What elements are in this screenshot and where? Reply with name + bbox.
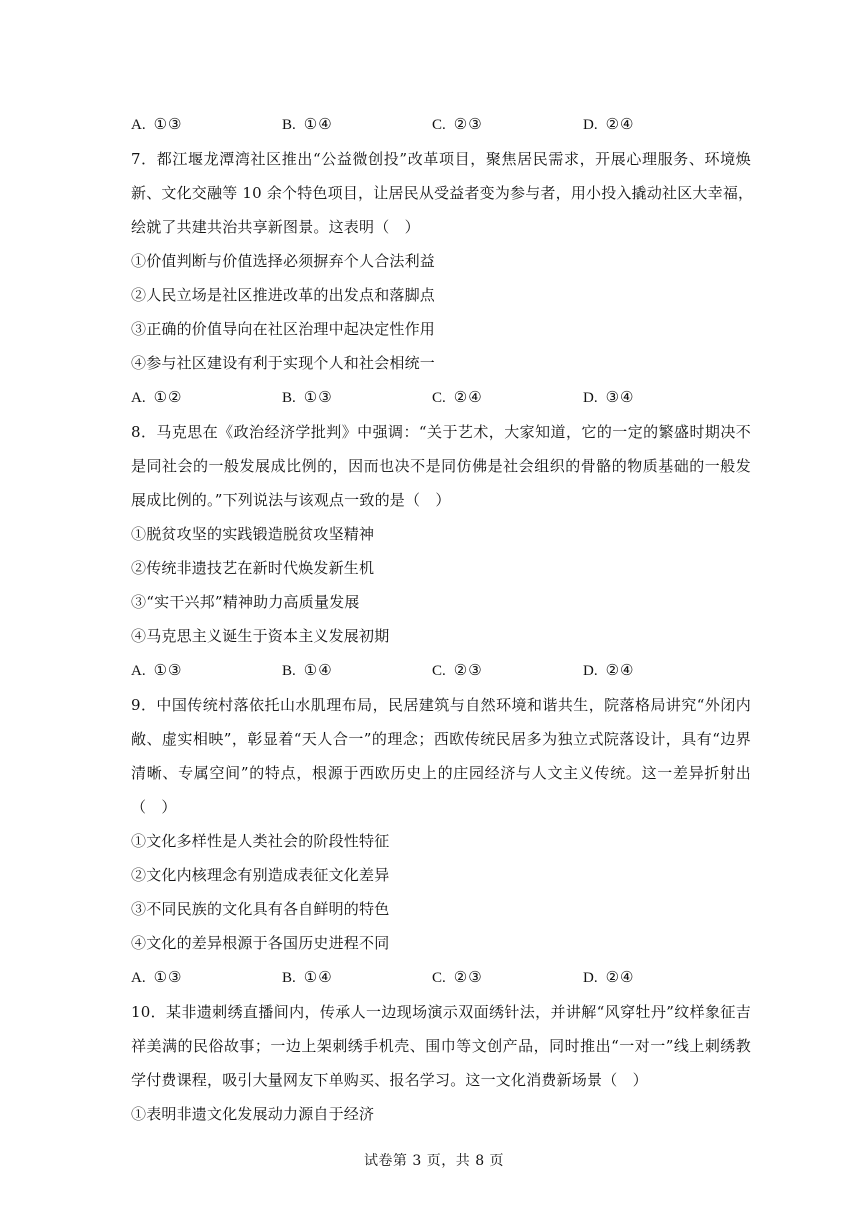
q9-stem-line: （ ） xyxy=(131,798,177,816)
q9-option-c[interactable]: C. ②③ xyxy=(432,968,483,986)
page-footer: 试卷第 3 页，共 8 页 xyxy=(363,1153,505,1169)
q7-options xyxy=(131,387,751,407)
q9-statement-1: ①文化多样性是人类社会的阶段性特征 xyxy=(131,832,390,850)
q8-statement-1: ①脱贫攻坚的实践锻造脱贫攻坚精神 xyxy=(131,525,375,543)
q6-option-a[interactable]: A. ①③ xyxy=(131,115,183,133)
q8-statement-4: ④马克思主义诞生于资本主义发展初期 xyxy=(131,627,390,645)
q7-stem-line: 新、文化交融等 10 余个特色项目，让居民从受益者变为参与者，用小投入撬动社区大幸福， xyxy=(131,184,754,202)
q9-options xyxy=(131,967,751,987)
q9-stem-line: 清晰、专属空间”的特点，根源于西欧历史上的庄园经济与人文主义传统。这一差异折射出 xyxy=(131,764,751,782)
q9-statement-2: ②文化内核理念有别造成表征文化差异 xyxy=(131,866,390,884)
q9-option-a[interactable]: A. ①③ xyxy=(131,968,183,986)
q7-statement-1: ①价值判断与价值选择必须摒弃个人合法利益 xyxy=(131,252,436,270)
q8-option-a[interactable]: A. ①③ xyxy=(131,661,183,679)
q6-option-d[interactable]: D. ②④ xyxy=(583,115,635,133)
q7-statement-2: ②人民立场是社区推进改革的出发点和落脚点 xyxy=(131,286,436,304)
q10-stem-line: 祥美满的民俗故事；一边上架刺绣手机壳、围巾等文创产品，同时推出“一对一”线上刺绣教 xyxy=(131,1037,751,1055)
q8-option-d[interactable]: D. ②④ xyxy=(583,661,635,679)
q9-stem-line: 敞、虚实相映”，彰显着“天人合一”的理念；西欧传统民居多为独立式院落设计，具有“边界 xyxy=(131,730,751,748)
q7-option-b[interactable]: B. ①③ xyxy=(282,388,333,406)
q8-stem-line: 是同社会的一般发展成比例的，因而也决不是同仿佛是社会组织的骨骼的物质基础的一般发 xyxy=(131,457,751,475)
q9-option-d[interactable]: D. ②④ xyxy=(583,968,635,986)
q7-option-c[interactable]: C. ②④ xyxy=(432,388,483,406)
q7-statement-3: ③正确的价值导向在社区治理中起决定性作用 xyxy=(131,320,436,338)
q8-option-c[interactable]: C. ②③ xyxy=(432,661,483,679)
q9-option-b[interactable]: B. ①④ xyxy=(282,968,333,986)
q7-statement-4: ④参与社区建设有利于实现个人和社会相统一 xyxy=(131,354,436,372)
q8-stem-line: 8．马克思在《政治经济学批判》中强调：“关于艺术，大家知道，它的一定的繁盛时期决不 xyxy=(131,423,751,441)
q8-options xyxy=(131,660,751,680)
q7-option-d[interactable]: D. ③④ xyxy=(583,388,635,406)
q10-stem-line: 10．某非遗刺绣直播间内，传承人一边现场演示双面绣针法，并讲解“风穿牡丹”纹样象征吉 xyxy=(131,1003,751,1021)
q9-statement-3: ③不同民族的文化具有各自鲜明的特色 xyxy=(131,900,390,918)
q8-stem-line: 展成比例的。”下列说法与该观点一致的是（ ） xyxy=(131,491,451,509)
q7-stem-line: 7．都江堰龙潭湾社区推出“公益微创投”改革项目，聚焦居民需求，开展心理服务、环境焕 xyxy=(131,150,751,168)
q7-option-a[interactable]: A. ①② xyxy=(131,388,183,406)
q7-stem-line: 绘就了共建共治共享新图景。这表明（ ） xyxy=(131,218,420,236)
q6-option-c[interactable]: C. ②③ xyxy=(432,115,483,133)
q6-option-b[interactable]: B. ①④ xyxy=(282,115,333,133)
q8-statement-3: ③“实干兴邦”精神助力高质量发展 xyxy=(131,593,360,611)
q9-statement-4: ④文化的差异根源于各国历史进程不同 xyxy=(131,934,390,952)
q9-stem-line: 9．中国传统村落依托山水肌理布局，民居建筑与自然环境和谐共生，院落格局讲究“外闭内 xyxy=(131,696,751,714)
q6-options xyxy=(131,114,751,134)
q10-stem-line: 学付费课程，吸引大量网友下单购买、报名学习。这一文化消费新场景（ ） xyxy=(131,1071,648,1089)
q8-statement-2: ②传统非遗技艺在新时代焕发新生机 xyxy=(131,559,375,577)
q10-statement-1: ①表明非遗文化发展动力源自于经济 xyxy=(131,1105,375,1123)
q8-option-b[interactable]: B. ①④ xyxy=(282,661,333,679)
